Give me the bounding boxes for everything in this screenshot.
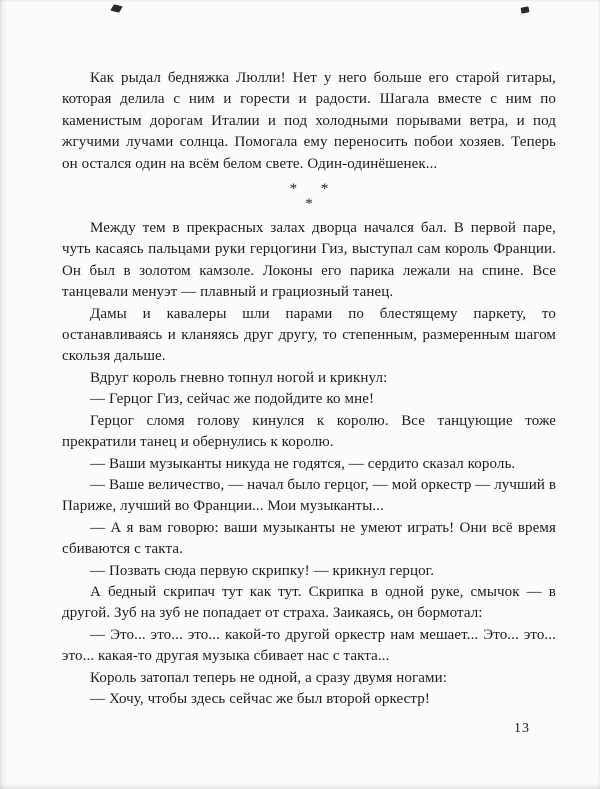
paragraph: — Ваши музыканты никуда не годятся, — сердито сказал король. <box>90 455 516 472</box>
scan-artifact-top-right <box>521 6 530 13</box>
paragraph: Вдруг король гневно топнул ногой и крикнул: <box>90 369 388 386</box>
paragraph: — Позвать сюда первую скрипку! — крикнул герцог. <box>90 562 435 579</box>
scan-artifact-top-left <box>110 4 123 12</box>
paragraph: А бедный скрипач тут как тут. Скрипка в одной руке, смычок — в другой. Зуб на зуб не попадает от страха. Заикаясь, он бормотал: <box>62 583 556 622</box>
paragraph: — А я вам говорю: ваши музыканты не умеют играть! Они всё время сбиваются с такта. <box>62 519 556 558</box>
paragraph: Король затопал теперь не одной, а сразу двумя ногами: <box>90 669 447 686</box>
page-number: 13 <box>514 721 530 736</box>
section-divider-top: * * <box>289 181 339 198</box>
paragraph: — Это... это... это... какой-то другой оркестр нам мешает... Это... это... это... какая-то другая музыка сбивает нас с такта... <box>62 626 556 665</box>
section-divider <box>62 182 556 212</box>
paragraph: Между тем в прекрасных залах дворца начался бал. В первой паре, чуть касаясь пальцами руки герцогини Гиз, выступал сам король Франции. Он был в золотом камзоле. Локоны его парика лежали на спине. Все танцевали менуэт — плавный и грациозный танец. <box>62 220 556 301</box>
paragraph: — Ваше величество, — начал было герцог, — мой оркестр — лучший в Париже, лучший во Франции... Мои музыканты... <box>62 476 556 515</box>
paragraph: — Хочу, чтобы здесь сейчас же был второй оркестр! <box>90 690 430 707</box>
paragraph: — Герцог Гиз, сейчас же подойдите ко мне! <box>90 391 375 408</box>
paragraph: Герцог сломя голову кинулся к королю. Все танцующие тоже прекратили танец и обернулись к королю. <box>62 412 556 451</box>
paragraph: Как рыдал бедняжка Люлли! Нет у него больше его старой гитары, которая делила с ним и горести и радости. Шагала вместе с ним по каменистым дорогам Италии и под холодными порывами ветра, и под жгучими лучами солнца. Помогала ему переносить побои хозяев. Теперь он остался один на всём белом свете. Один-одинёшенек... <box>62 70 556 172</box>
paragraph: Дамы и кавалеры шли парами по блестящему паркету, то останавливаясь и кланяясь друг другу, то степенным, размеренным шагом скользя дальше. <box>62 305 556 365</box>
page-text-block <box>62 68 556 710</box>
section-divider-bottom: * <box>305 196 313 213</box>
